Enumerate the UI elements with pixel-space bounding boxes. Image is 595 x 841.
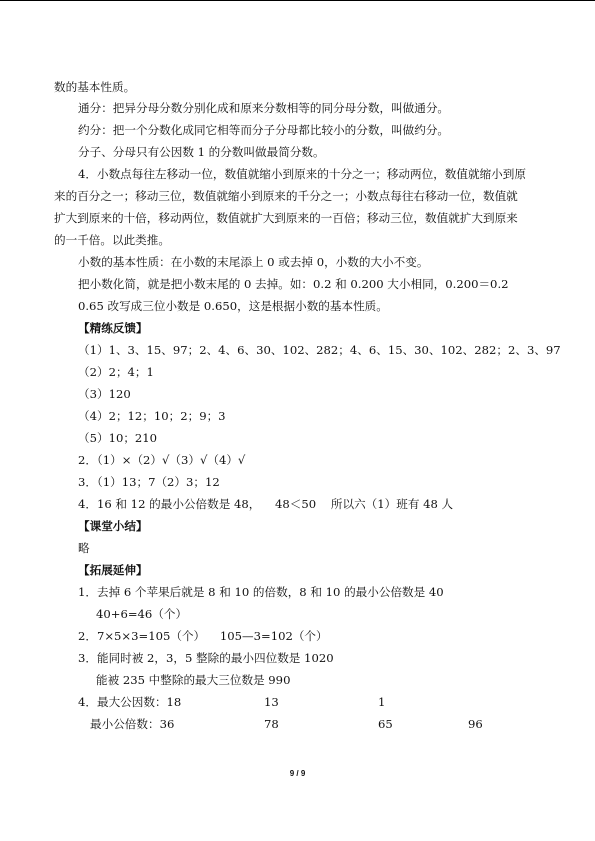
answer-line: 能被 235 中整除的最大三位数是 990 — [96, 673, 291, 687]
text-line: 来的百分之一；移动三位，数值就缩小到原来的千分之一；小数点每往右移动一位，数值就 — [54, 189, 518, 203]
answer-line: （4）2；12；10；2；9；3 — [78, 409, 226, 423]
lcm-value: 78 — [264, 717, 279, 731]
answer-line: 2．（1）×（2）√（3）√（4）√ — [78, 453, 246, 467]
text-line: 扩大到原来的十倍，移动两位，数值就扩大到原来的一百倍；移动三位，数值就扩大到原来 — [54, 211, 518, 225]
answer-line: 3．（1）13；7（2）3；12 — [78, 475, 220, 489]
section-heading: 【课堂小结】 — [78, 519, 148, 533]
text-line: 4．小数点每往左移动一位，数值就缩小到原来的十分之一；移动两位，数值就缩小到原 — [78, 167, 526, 181]
lcm-label: 最小公倍数：36 — [90, 717, 175, 731]
gcd-value: 1 — [378, 695, 386, 709]
answer-line: （2）2；4；1 — [78, 365, 154, 379]
section-heading: 【精练反馈】 — [78, 321, 148, 335]
answer-line: 3．能同时被 2，3，5 整除的最小四位数是 1020 — [78, 651, 334, 665]
gcd-label: 4．最大公因数：18 — [78, 695, 182, 709]
answer-line: （3）120 — [78, 387, 131, 401]
page-number: 9 / 9 — [289, 769, 306, 778]
answer-line: 40+6=46（个） — [96, 607, 188, 621]
lcm-value: 96 — [468, 717, 483, 731]
answer-line: 1．去掉 6 个苹果后就是 8 和 10 的倍数，8 和 10 的最小公倍数是 40 — [78, 585, 444, 599]
text-line: 分子、分母只有公因数 1 的分数叫做最简分数。 — [78, 145, 325, 159]
answer-line: 4．16 和 12 的最小公倍数是 48， 48＜50 所以六（1）班有 48 人 — [78, 497, 454, 511]
answer-line: （5）10；210 — [78, 431, 158, 445]
text-line: 通分：把异分母分数分别化成和原来分数相等的同分母分数，叫做通分。 — [78, 101, 450, 115]
answer-line: （1）1、3、15、97；2、4、6、30、102、282；4、6、15、30、102、282；2、3、97 — [78, 343, 561, 357]
text-line: 数的基本性质。 — [54, 80, 136, 94]
gcd-value: 13 — [264, 695, 279, 709]
text-line: 的一千倍。以此类推。 — [54, 233, 170, 247]
text-line: 把小数化简，就是把小数末尾的 0 去掉。如：0.2 和 0.200 大小相同，0.200＝0.2 — [78, 277, 509, 291]
text-line: 小数的基本性质：在小数的末尾添上 0 或去掉 0，小数的大小不变。 — [78, 255, 429, 269]
lcm-value: 65 — [378, 717, 393, 731]
section-heading: 【拓展延伸】 — [78, 563, 148, 577]
summary-text: 略 — [78, 541, 90, 555]
answer-line: 2．7×5×3=105（个） 105—3=102（个） — [78, 629, 328, 643]
text-line: 0.65 改写成三位小数是 0.650，这是根据小数的基本性质。 — [78, 299, 388, 313]
text-line: 约分：把一个分数化成同它相等而分子分母都比较小的分数，叫做约分。 — [78, 123, 450, 137]
header-rule — [0, 0, 595, 1]
